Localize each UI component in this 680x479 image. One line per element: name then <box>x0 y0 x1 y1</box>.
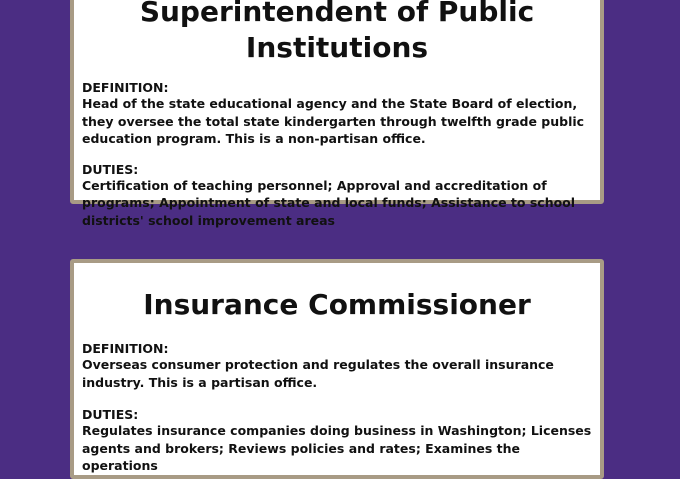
duties-text: Regulates insurance companies doing business in Washington; Licenses agents and brokers; Reviews policies and rates; Examines the operations <box>82 423 592 473</box>
duties-label: DUTIES: <box>82 161 139 177</box>
card-insurance-commissioner <box>70 259 604 479</box>
card-title: Insurance Commissioner <box>143 288 531 321</box>
duties-label: DUTIES: <box>82 407 139 422</box>
definition-text: Head of the state educational agency and the State Board of election, they oversee the total state kindergarten through twelfth grade public education program. This is a non-partisan office. <box>82 96 585 146</box>
card-superintendent <box>70 0 604 228</box>
definition-label: DEFINITION: <box>82 341 169 356</box>
duties-text: Certification of teaching personnel; Approval and accreditation of programs; Appointment of state and local funds; Assistance to school districts' school improvement areas <box>82 177 576 228</box>
definition-text: Overseas consumer protection and regulates the overall insurance industry. This is a partisan office. <box>82 357 554 390</box>
definition-label: DEFINITION: <box>82 80 169 95</box>
card-title: Superintendent of Public Institutions <box>139 0 535 64</box>
